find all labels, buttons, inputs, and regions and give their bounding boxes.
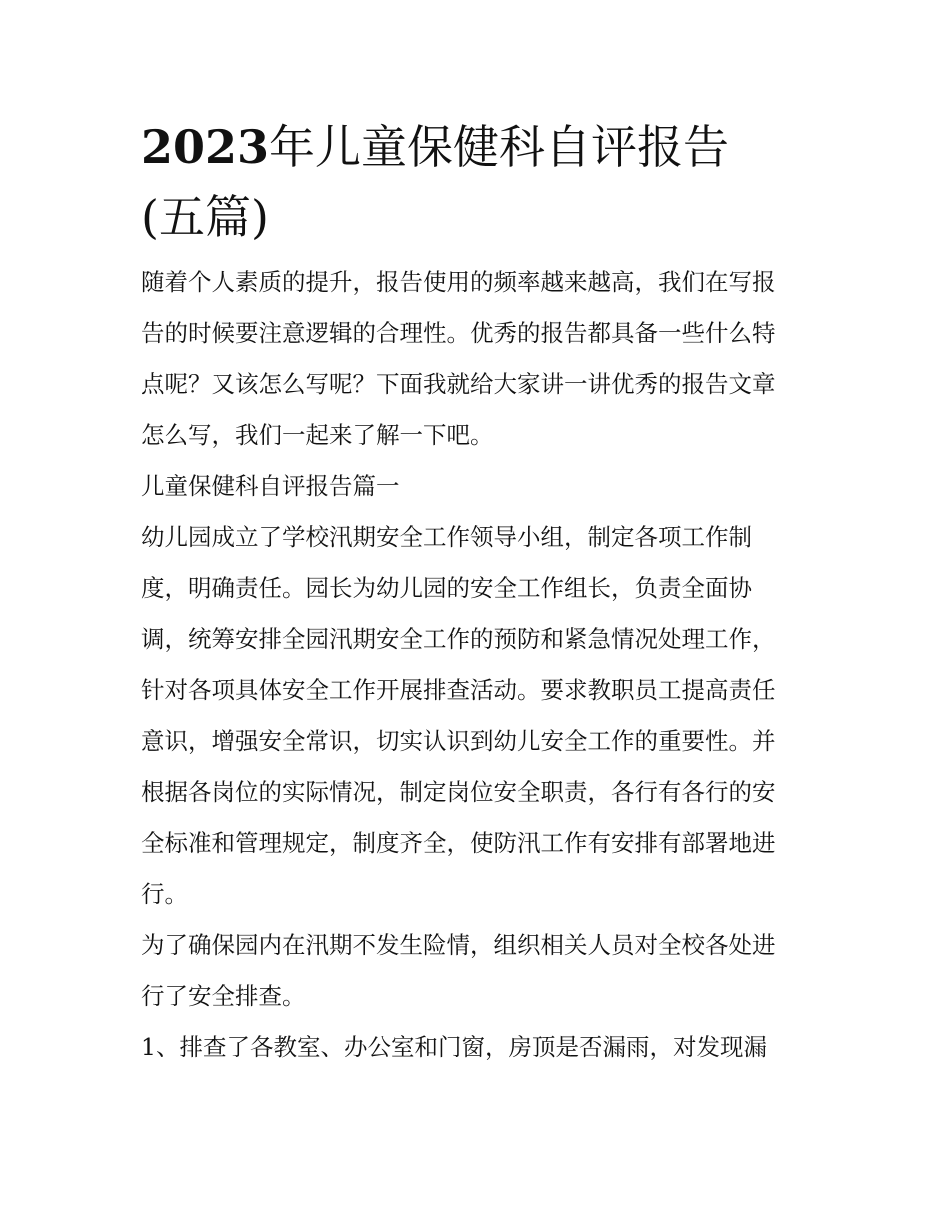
paragraph-line: 1、排查了各教室、办公室和门窗，房顶是否漏雨，对发现漏 — [141, 1033, 767, 1061]
paragraph-line: 调，统筹安排全园汛期安全工作的预防和紧急情况处理工作， — [141, 625, 776, 653]
paragraph-line: 全标准和管理规定，制度齐全，使防汛工作有安排有部署地进 — [141, 829, 776, 857]
body-paragraph — [141, 512, 821, 920]
section-heading — [141, 461, 821, 512]
paragraph-line: 针对各项具体安全工作开展排查活动。要求教职员工提高责任 — [141, 676, 776, 704]
document-title — [141, 112, 821, 252]
paragraph-line: 怎么写，我们一起来了解一下吧。 — [141, 421, 494, 449]
paragraph-line: 行了安全排查。 — [141, 982, 306, 1010]
body-paragraph — [141, 920, 821, 1022]
paragraph-line: 为了确保园内在汛期不发生险情，组织相关人员对全校各处进 — [141, 931, 776, 959]
title-line-1 — [141, 112, 821, 182]
paragraph-line: 意识，增强安全常识，切实认识到幼儿安全工作的重要性。并 — [141, 727, 776, 755]
paragraph-line: 点呢？又该怎么写呢？下面我就给大家讲一讲优秀的报告文章 — [141, 370, 776, 398]
paragraph-line: 幼儿园成立了学校汛期安全工作领导小组，制定各项工作制 — [141, 523, 752, 551]
paragraph-line: 根据各岗位的实际情况，制定岗位安全职责，各行有各行的安 — [141, 778, 776, 806]
paragraph-line: 行。 — [141, 880, 188, 908]
paragraph-line: 度，明确责任。园长为幼儿园的安全工作组长，负责全面协 — [141, 574, 752, 602]
section-heading-text: 儿童保健科自评报告篇一 — [141, 472, 400, 500]
title-year: 2023 — [141, 120, 270, 174]
paragraph-line: 告的时候要注意逻辑的合理性。优秀的报告都具备一些什么特 — [141, 319, 776, 347]
intro-paragraph — [141, 257, 821, 461]
title-line-2: (五篇) — [141, 190, 269, 244]
title-text: 年儿童保健科自评报告 — [269, 120, 730, 174]
paragraph-line: 随着个人素质的提升，报告使用的频率越来越高，我们在写报 — [141, 268, 776, 296]
document-body — [141, 112, 821, 1073]
list-item-paragraph — [141, 1022, 821, 1073]
